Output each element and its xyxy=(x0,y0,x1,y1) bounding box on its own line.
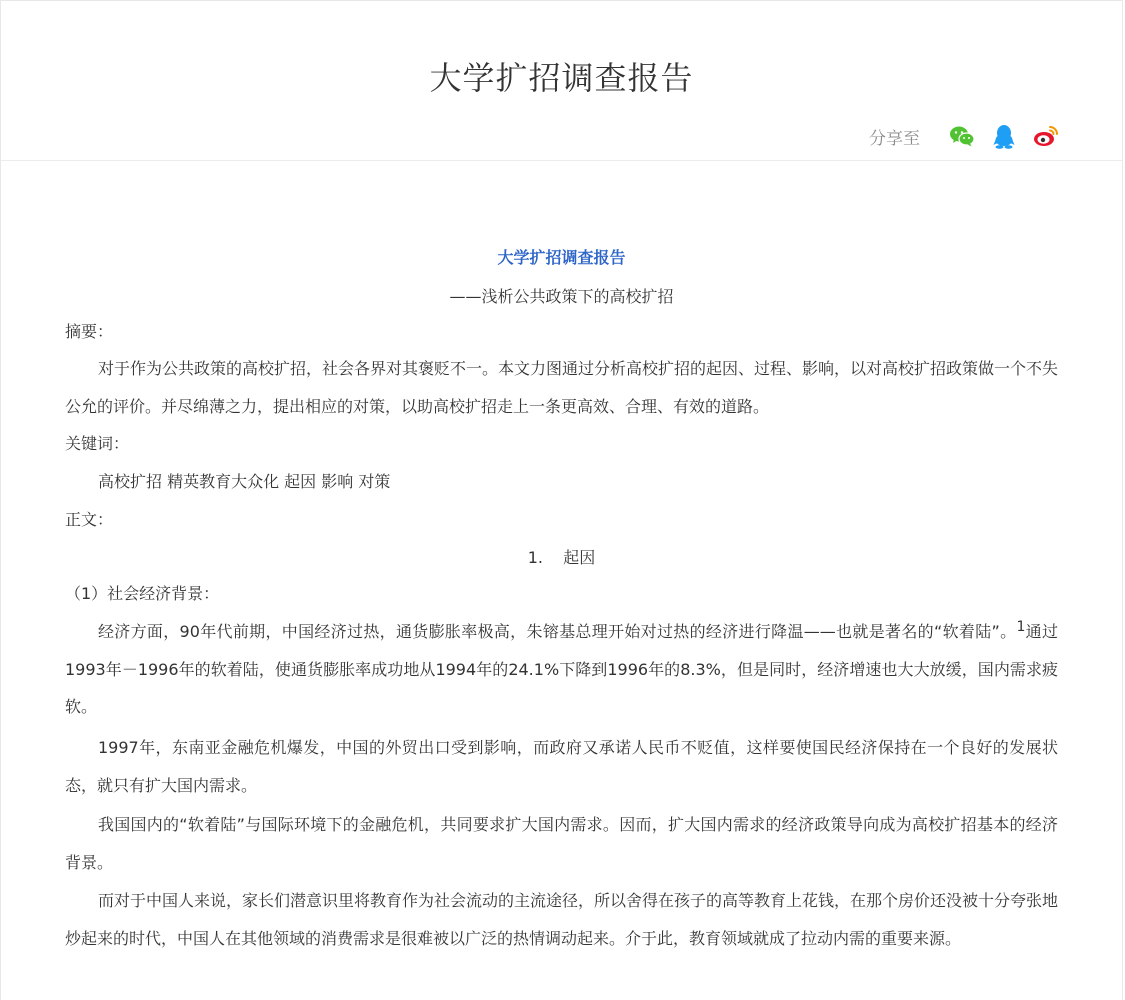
share-bar xyxy=(869,121,1060,151)
wechat-icon[interactable] xyxy=(948,122,976,150)
document-subtitle: ——浅析公共政策下的高校扩招 xyxy=(449,287,674,306)
document-title: 大学扩招调查报告 xyxy=(497,248,626,267)
article-header xyxy=(1,1,1122,161)
subsection-heading: （1）社会经济背景： xyxy=(65,584,220,603)
footnote-marker[interactable]: 1 xyxy=(1016,619,1026,635)
weibo-icon[interactable] xyxy=(1032,122,1060,150)
paragraph-domestic-demand: 我国国内的“软着陆”与国际环境下的金融危机，共同要求扩大国内需求。因而，扩大国内需求的经济政策导向成为高校扩招基本的经济背景。 xyxy=(65,815,1058,872)
paragraph-financial-crisis: 1997年，东南亚金融危机爆发，中国的外贸出口受到影响，而政府又承诺人民币不贬值，这样要使国民经济保持在一个良好的发展状态，就只有扩大国内需求。 xyxy=(65,738,1058,795)
abstract-paragraph: 对于作为公共政策的高校扩招，社会各界对其褒贬不一。本文力图通过分析高校扩招的起因、过程、影响，以对高校扩招政策做一个不失公允的评价。并尽绵薄之力，提出相应的对策，以助高校扩招走上一条更高效、合理、有效的道路。 xyxy=(65,359,1059,416)
paragraph-text: 通过1993年－1996年的软着陆，使通货膨胀率成功地从1994年的24.1%下降到1996年的8.3%，但是同时，经济增速也大大放缓，国内需求疲软。 xyxy=(65,622,1058,716)
paragraph-education-consumption: 而对于中国人来说，家长们潜意识里将教育作为社会流动的主流途径，所以舍得在孩子的高等教育上花钱，在那个房价还没被十分夸张地炒起来的时代，中国人在其他领域的消费需求是很难被以广泛的热情调动起来。介于此，教育领域就成了拉动内需的重要来源。 xyxy=(65,891,1059,948)
qq-icon[interactable] xyxy=(990,122,1018,150)
paragraph-text: 经济方面，90年代前期，中国经济过热，通货膨胀率极高，朱镕基总理开始对过热的经济进行降温——也就是著名的“软着陆”。 xyxy=(98,622,1017,641)
paragraph-economy xyxy=(65,613,1058,726)
page-title: 大学扩招调查报告 xyxy=(429,59,694,97)
keywords-list: 高校扩招 精英教育大众化 起因 影响 对策 xyxy=(98,472,391,491)
body-label: 正文： xyxy=(65,510,114,529)
share-label: 分享至 xyxy=(869,128,920,149)
keywords-label: 关键词： xyxy=(65,434,130,453)
section-heading: 1. 起因 xyxy=(527,548,596,567)
abstract-label: 摘要： xyxy=(65,322,114,341)
